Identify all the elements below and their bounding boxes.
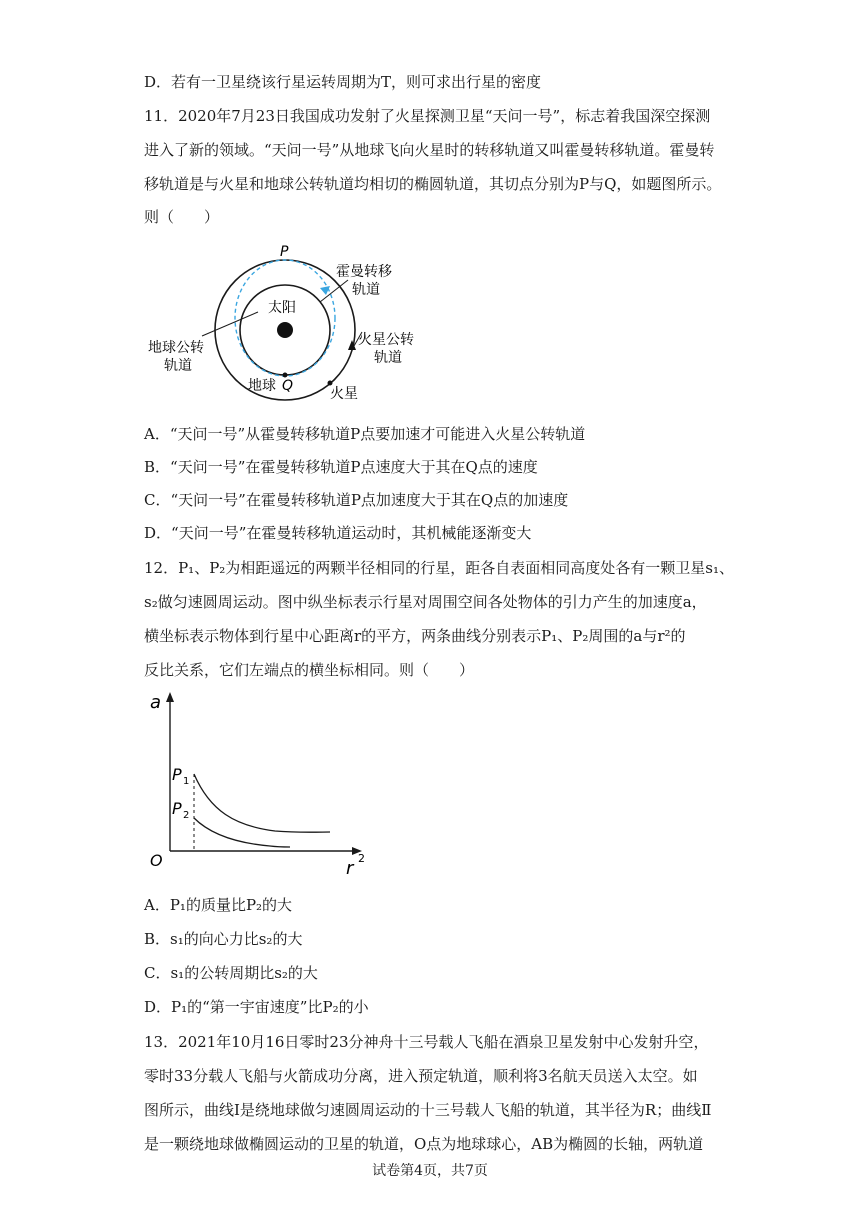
mars-dot <box>328 381 333 386</box>
label-mars-orbit-1: 火星公转 <box>358 332 414 348</box>
curve-p1 <box>194 774 330 832</box>
label-q: Q <box>282 378 294 394</box>
label-r-sup: 2 <box>358 852 365 865</box>
label-r: r <box>346 858 354 879</box>
hohmann-orbit-figure <box>140 240 440 410</box>
label-p1: P <box>172 765 182 784</box>
q13-stem-line2: 零时33分载人飞船与火箭成功分离，进入预定轨道，顺利将3名航天员送入太空。如 <box>144 1067 698 1085</box>
q12-stem-line1: 12．P₁、P₂为相距遥远的两颗半径相同的行星，距各自表面相同高度处各有一颗卫星s₁、 <box>144 559 735 577</box>
q12-stem-line3: 横坐标表示物体到行星中心距离r的平方，两条曲线分别表示P₁、P₂周围的a与r²的 <box>144 627 686 645</box>
q11-option-b: B．“天问一号”在霍曼转移轨道P点速度大于其在Q点的速度 <box>144 458 538 476</box>
label-earth: 地球 <box>248 378 276 394</box>
q11-stem-line1: 11．2020年7月23日我国成功发射了火星探测卫星“天问一号”，标志着我国深空探测 <box>144 107 711 125</box>
q13-stem-line3: 图所示，曲线Ⅰ是绕地球做匀速圆周运动的十三号载人飞船的轨道，其半径为R；曲线Ⅱ <box>144 1101 712 1119</box>
q11-option-a: A．“天问一号”从霍曼转移轨道P点要加速才可能进入火星公转轨道 <box>144 425 586 443</box>
q12-stem-line2: s₂做匀速圆周运动。图中纵坐标表示行星对周围空间各处物体的引力产生的加速度a， <box>144 593 707 611</box>
label-p2-sub: 2 <box>183 810 190 821</box>
label-p2: P <box>172 799 182 818</box>
q13-stem-line1: 13．2021年10月16日零时23分神舟十三号载人飞船在酒泉卫星发射中心发射升空， <box>144 1033 709 1051</box>
y-axis-arrow <box>166 692 174 702</box>
q12-option-b: B．s₁的向心力比s₂的大 <box>144 930 303 948</box>
label-earth-orbit-2: 轨道 <box>164 358 192 374</box>
label-mars-orbit-2: 轨道 <box>374 350 402 366</box>
earth-dot <box>283 373 288 378</box>
q12-option-a: A．P₁的质量比P₂的大 <box>144 896 293 914</box>
sun-dot <box>277 322 293 338</box>
label-hohmann-2: 轨道 <box>352 282 380 298</box>
q12-stem-line4: 反比关系，它们左端点的横坐标相同。则（ ） <box>144 661 475 679</box>
q12-option-d: D．P₁的“第一宇宙速度”比P₂的小 <box>144 998 369 1016</box>
label-hohmann-1: 霍曼转移 <box>336 264 392 280</box>
label-a: a <box>150 692 162 713</box>
label-p: P <box>280 244 289 260</box>
q11-option-c: C．“天问一号”在霍曼转移轨道P点加速度大于其在Q点的加速度 <box>144 491 569 509</box>
earth-orbit-leader <box>202 312 258 336</box>
label-p1-sub: 1 <box>183 776 190 787</box>
q11-stem-line2: 进入了新的领域。“天问一号”从地球飞向火星时的转移轨道又叫霍曼转移轨道。霍曼转 <box>144 141 715 159</box>
label-origin: O <box>150 851 163 870</box>
q11-stem-line4: 则（ ） <box>144 208 220 226</box>
q13-stem-line4: 是一颗绕地球做椭圆运动的卫星的轨道，O点为地球球心，AB为椭圆的长轴，两轨道 <box>144 1135 704 1153</box>
label-mars: 火星 <box>330 386 358 402</box>
label-earth-orbit-1: 地球公转 <box>148 340 204 356</box>
label-sun: 太阳 <box>268 300 296 316</box>
q11-option-d: D．“天问一号”在霍曼转移轨道运动时，其机械能逐渐变大 <box>144 524 532 542</box>
page-footer: 试卷第4页，共7页 <box>372 1163 488 1179</box>
q12-option-c: C．s₁的公转周期比s₂的大 <box>144 964 318 982</box>
q11-stem-line3: 移轨道是与火星和地球公转轨道均相切的椭圆轨道，其切点分别为P与Q，如题图所示。 <box>144 175 722 193</box>
curve-p2 <box>194 818 290 847</box>
q10-option-d: D．若有一卫星绕该行星运转周期为T，则可求出行星的密度 <box>144 73 542 91</box>
acceleration-graph <box>140 686 380 886</box>
